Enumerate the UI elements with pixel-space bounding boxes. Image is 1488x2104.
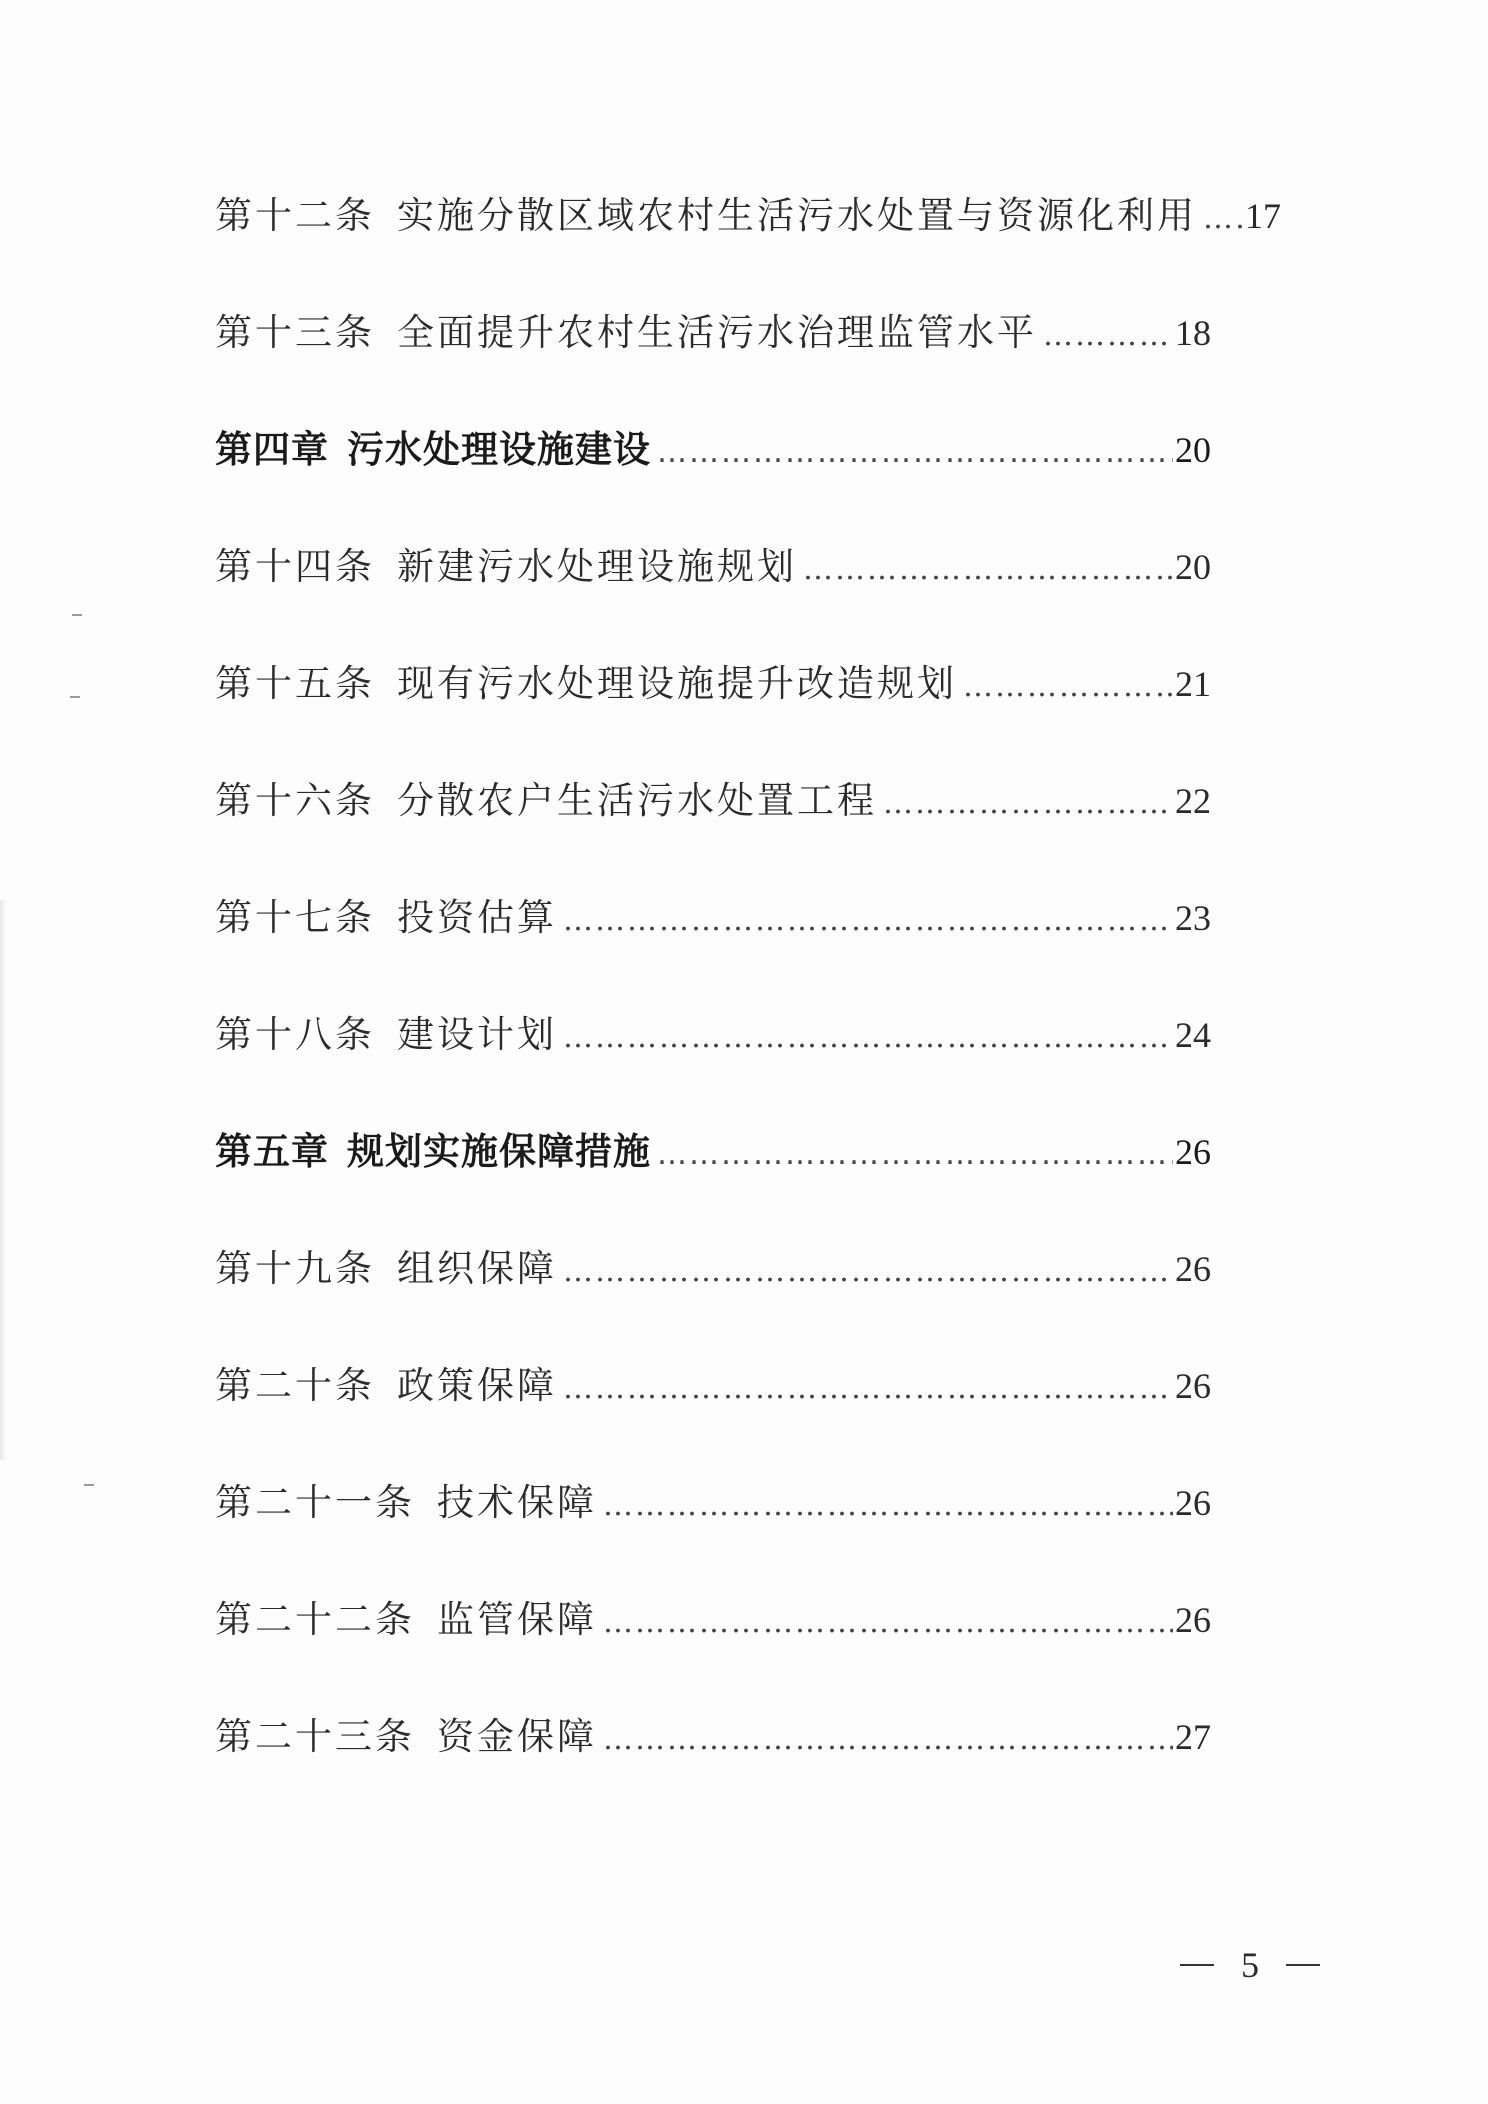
dot-leader <box>963 649 1173 725</box>
toc-entry-number: 第十九条 <box>215 1247 375 1290</box>
footer-dash-right <box>1286 1964 1320 1966</box>
toc-chapter-page: 20 <box>1175 430 1211 470</box>
dot-leader <box>603 1468 1173 1544</box>
toc-entry-title: 新建污水处理设施规划 <box>397 545 797 588</box>
toc-entry[interactable] <box>215 1465 1211 1582</box>
toc-entry-title: 监管保障 <box>437 1598 597 1641</box>
toc-entry-number: 第二十三条 <box>215 1715 415 1758</box>
toc-entry-page: 26 <box>1175 1600 1211 1640</box>
toc-entry-page: 26 <box>1175 1366 1211 1406</box>
toc-entry[interactable] <box>215 178 1281 295</box>
toc-entry-page: 20 <box>1175 547 1211 587</box>
dot-leader <box>657 1117 1173 1193</box>
toc-entry-page: 18 <box>1175 313 1211 353</box>
toc-entry-title: 资金保障 <box>437 1715 597 1758</box>
toc-entry[interactable] <box>215 529 1211 646</box>
dot-leader <box>563 883 1173 959</box>
toc-entry[interactable] <box>215 1231 1211 1348</box>
table-of-contents <box>215 178 1281 1816</box>
dot-leader <box>563 1351 1173 1427</box>
toc-entry[interactable] <box>215 997 1211 1114</box>
toc-entry-number: 第二十一条 <box>215 1481 415 1524</box>
toc-entry-title: 现有污水处理设施提升改造规划 <box>397 662 957 705</box>
dot-leader <box>803 532 1173 608</box>
toc-entry-number: 第十二条 <box>215 194 375 237</box>
toc-entry[interactable] <box>215 646 1211 763</box>
scan-mark <box>70 696 80 698</box>
toc-entry[interactable] <box>215 295 1211 412</box>
scan-mark <box>84 1484 94 1486</box>
toc-entry-page: 22 <box>1175 781 1211 821</box>
dot-leader <box>603 1585 1173 1661</box>
toc-entry-number: 第十八条 <box>215 1013 375 1056</box>
toc-entry-number: 第十七条 <box>215 896 375 939</box>
toc-entry-page: 23 <box>1175 898 1211 938</box>
toc-entry-number: 第十三条 <box>215 311 375 354</box>
toc-entry[interactable] <box>215 1582 1211 1699</box>
toc-entry[interactable] <box>215 1348 1211 1465</box>
toc-entry-page: 26 <box>1175 1249 1211 1289</box>
dot-leader <box>1203 181 1243 257</box>
page-number: 5 <box>1241 1945 1259 1985</box>
footer-dash-left <box>1180 1964 1214 1966</box>
toc-entry-number: 第十六条 <box>215 779 375 822</box>
toc-entry-number: 第十五条 <box>215 662 375 705</box>
toc-chapter-number: 第四章 <box>215 428 329 471</box>
toc-entry-page: 17 <box>1245 196 1281 236</box>
toc-chapter-title: 污水处理设施建设 <box>347 428 651 471</box>
toc-entry-page: 24 <box>1175 1015 1211 1055</box>
toc-entry-title: 政策保障 <box>397 1364 557 1407</box>
dot-leader <box>883 766 1173 842</box>
toc-entry-title: 实施分散区域农村生活污水处置与资源化利用 <box>397 194 1197 237</box>
toc-entry[interactable] <box>215 880 1211 997</box>
page-footer <box>1180 1944 1320 1986</box>
toc-entry-number: 第十四条 <box>215 545 375 588</box>
toc-chapter-page: 26 <box>1175 1132 1211 1172</box>
dot-leader <box>603 1702 1173 1778</box>
scan-mark <box>72 614 82 616</box>
dot-leader <box>563 1000 1173 1076</box>
toc-chapter-title: 规划实施保障措施 <box>347 1130 651 1173</box>
dot-leader <box>1043 298 1173 374</box>
toc-chapter-number: 第五章 <box>215 1130 329 1173</box>
toc-entry-title: 组织保障 <box>397 1247 557 1290</box>
dot-leader <box>563 1234 1173 1310</box>
toc-entry-number: 第二十二条 <box>215 1598 415 1641</box>
dot-leader <box>657 415 1173 491</box>
toc-entry-title: 技术保障 <box>437 1481 597 1524</box>
toc-entry-title: 建设计划 <box>397 1013 557 1056</box>
toc-entry-page: 27 <box>1175 1717 1211 1757</box>
scan-edge-shadow <box>0 900 6 1460</box>
toc-entry-page: 21 <box>1175 664 1211 704</box>
toc-entry-title: 全面提升农村生活污水治理监管水平 <box>397 311 1037 354</box>
toc-chapter[interactable] <box>215 412 1211 529</box>
toc-entry-title: 投资估算 <box>397 896 557 939</box>
toc-entry[interactable] <box>215 1699 1211 1816</box>
toc-entry-title: 分散农户生活污水处置工程 <box>397 779 877 822</box>
toc-chapter[interactable] <box>215 1114 1211 1231</box>
toc-entry-number: 第二十条 <box>215 1364 375 1407</box>
toc-entry-page: 26 <box>1175 1483 1211 1523</box>
toc-entry[interactable] <box>215 763 1211 880</box>
